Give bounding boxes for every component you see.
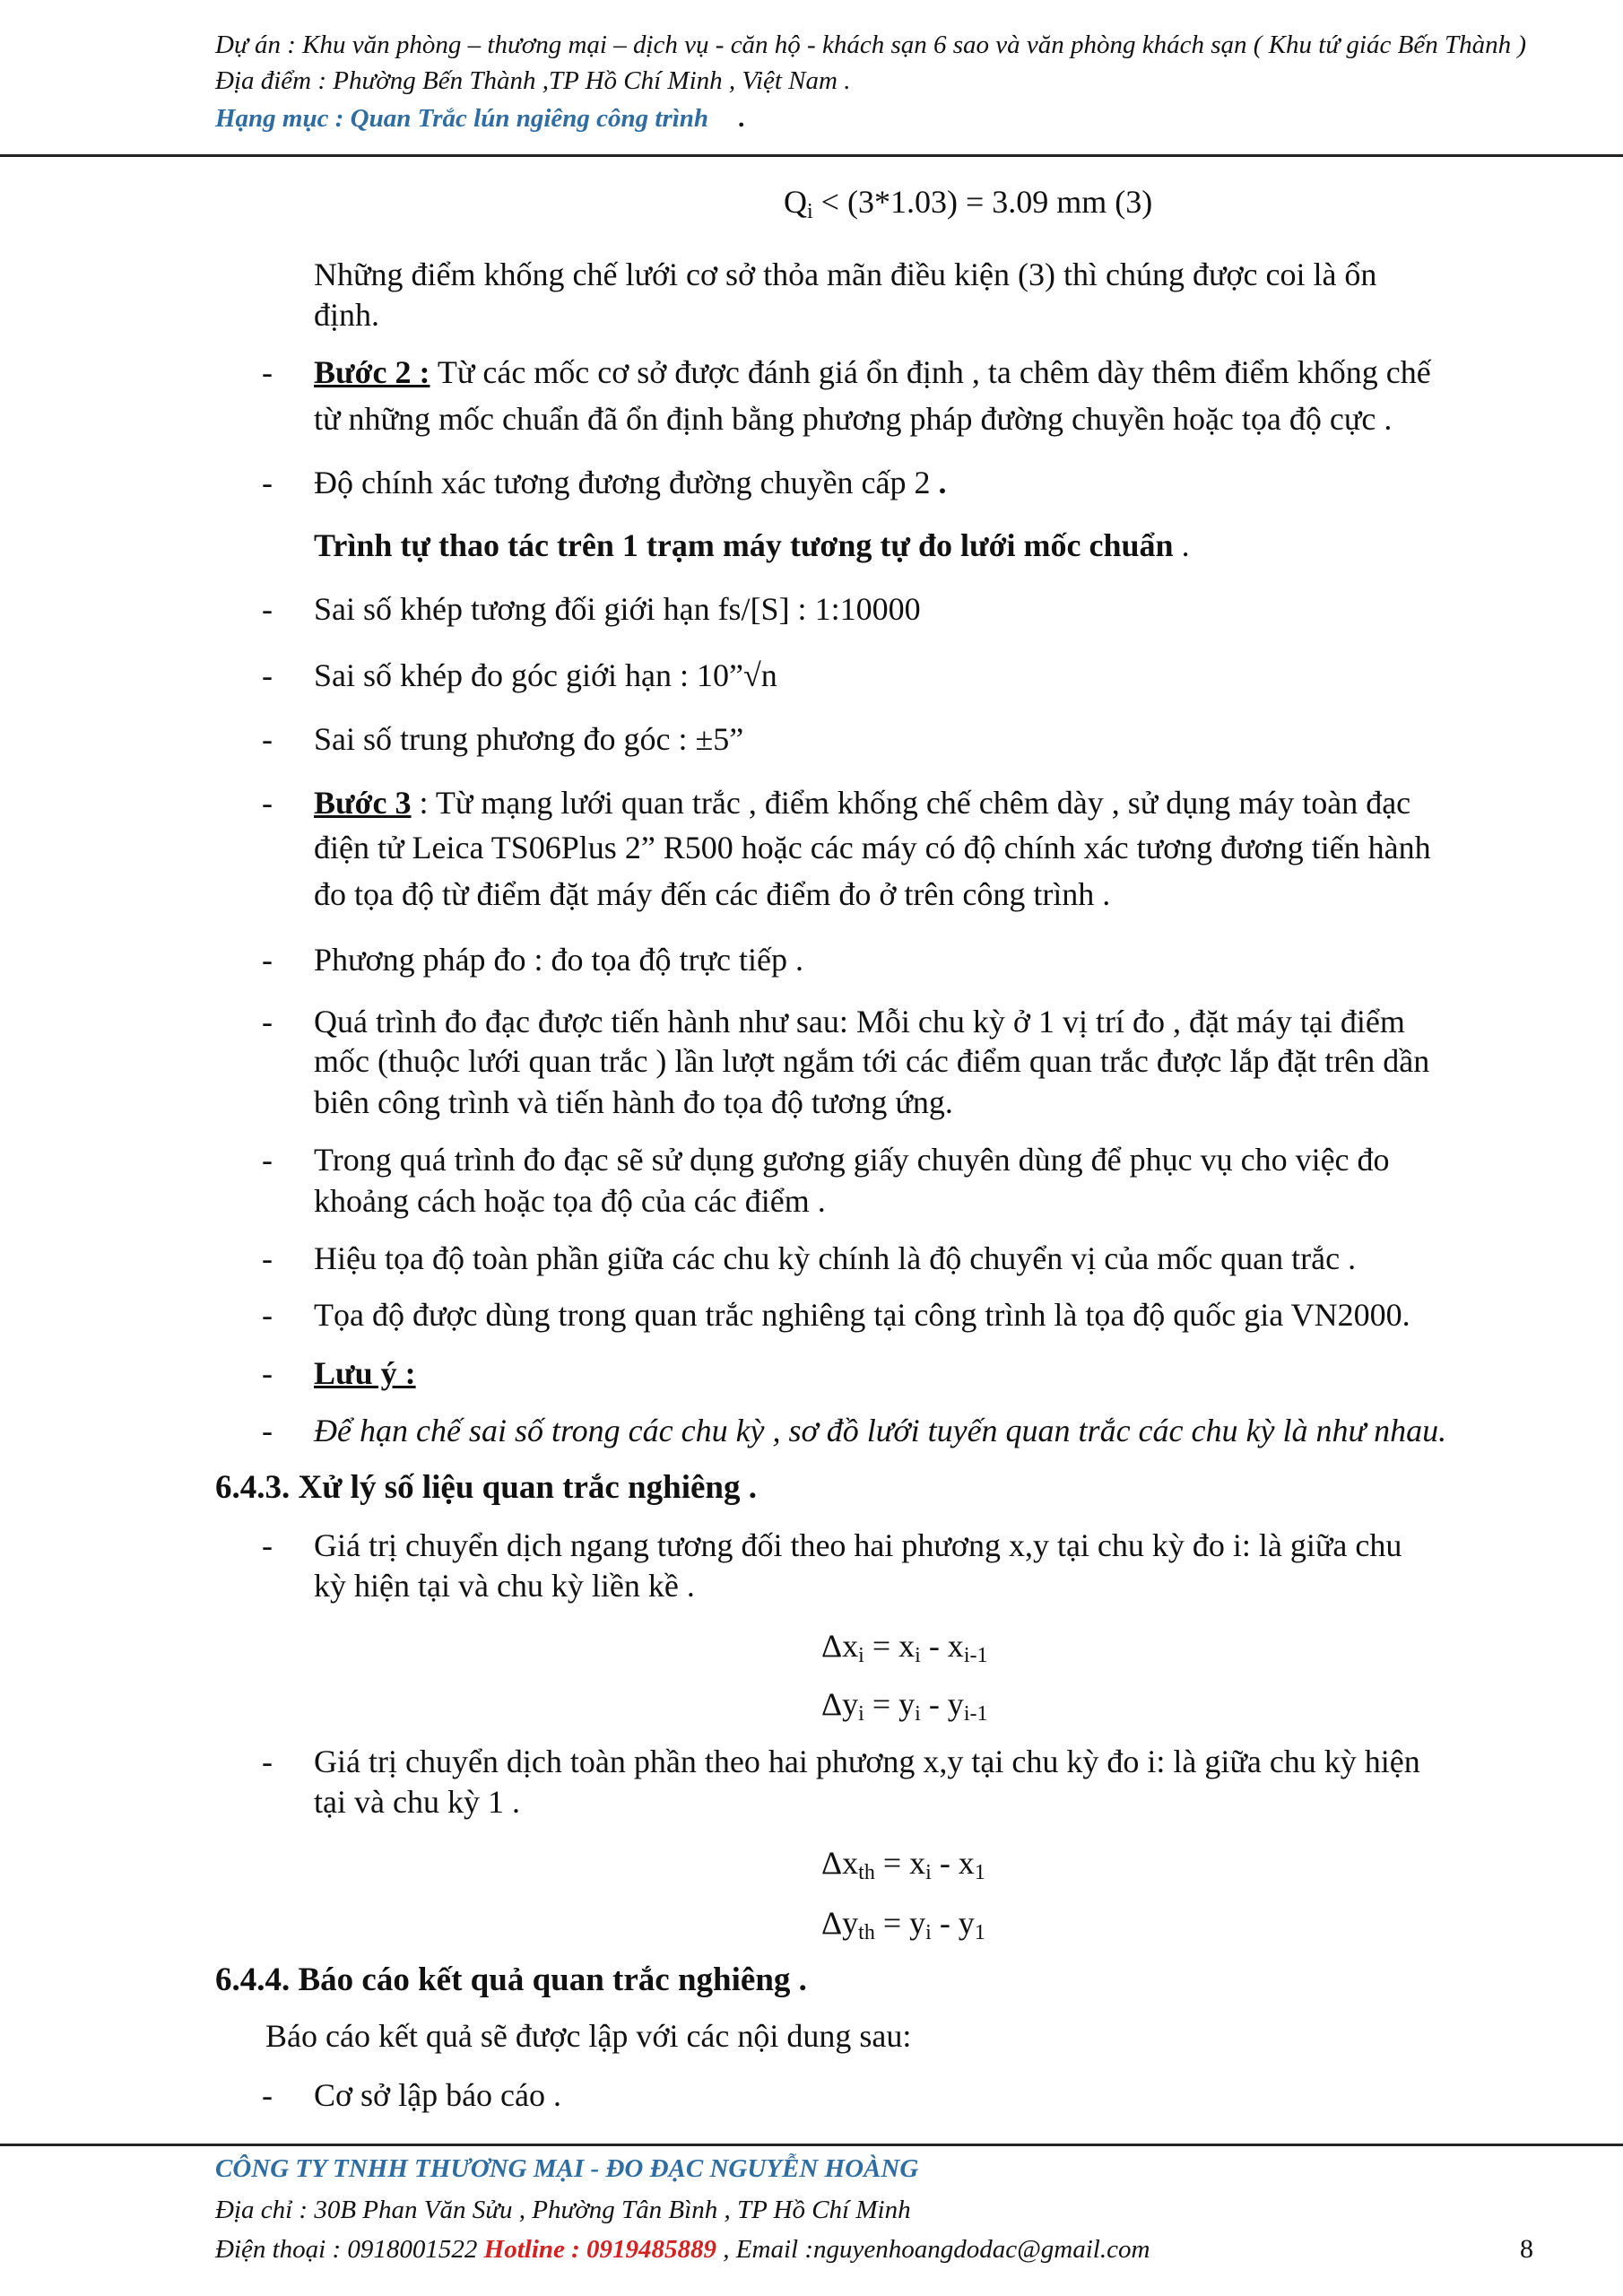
equation-delta-y-total — [821, 1902, 985, 1944]
page-number: 8 — [1520, 2234, 1533, 2264]
equation-delta-y — [821, 1683, 987, 1725]
bullet-dash: - — [262, 1004, 273, 1039]
total-shift-line2: tại và chu kỳ 1 . — [314, 1784, 520, 1820]
relative-shift-line2: kỳ hiện tại và chu kỳ liền kề . — [314, 1568, 695, 1604]
eq-dy-mid-sub: i — [915, 1702, 921, 1726]
header-category-dot: . — [739, 104, 746, 133]
eq-dxth-mid: = x — [874, 1845, 926, 1881]
accuracy-text: Độ chính xác tương đương đường chuyền cấp 2 — [314, 465, 931, 500]
sequence-bold: Trình tự thao tác trên 1 trạm máy tương tự đo lưới mốc chuẩn — [314, 527, 1174, 563]
note-text: Để hạn chế sai số trong các chu kỳ , sơ đồ lưới tuyến quan trắc các chu kỳ là như nhau. — [314, 1413, 1447, 1448]
bullet-dash: - — [262, 1355, 273, 1391]
report-intro: Báo cáo kết quả sẽ được lập với các nội dung sau: — [265, 2018, 912, 2054]
bullet-dash: - — [262, 1527, 273, 1563]
bullet-dash: - — [262, 2077, 273, 2113]
footer-company: CÔNG TY TNHH THƯƠNG MẠI - ĐO ĐẠC NGUYỄN HOÀNG — [215, 2154, 919, 2183]
para1-line1: Những điểm khống chế lưới cơ sở thỏa mãn điều kiện (3) thì chúng được coi là ổn — [314, 257, 1377, 292]
accuracy-line — [314, 462, 947, 503]
eq-dy-lhs-sub: i — [858, 1702, 864, 1726]
eq-dx-rhs-sub: i-1 — [963, 1644, 988, 1667]
footer-address: Địa chỉ : 30B Phan Văn Sửu , Phường Tân Bình , TP Hồ Chí Minh — [215, 2196, 911, 2224]
bullet-dash: - — [262, 1142, 273, 1178]
header-location: Địa điểm : Phường Bến Thành ,TP Hồ Chí Minh , Việt Nam . — [215, 66, 851, 95]
equation-delta-x-total — [821, 1842, 985, 1883]
sequence-line — [314, 525, 1190, 566]
bullet-dash: - — [262, 591, 273, 627]
eq-dxth-lhs: Δx — [821, 1845, 859, 1881]
error-closure-angle: Sai số khép đo góc giới hạn : 10”√n — [314, 657, 777, 693]
step2-label: Bước 2 : — [314, 354, 430, 390]
header-category — [215, 102, 745, 135]
eq-dy-rhs: - y — [920, 1686, 964, 1722]
footer-hotline: Hotline : 0919485889 — [483, 2235, 717, 2264]
eq-dy-mid: = y — [864, 1686, 916, 1722]
eq-dxth-rhs-sub: 1 — [974, 1861, 985, 1884]
header-project: Dự án : Khu văn phòng – thương mại – dịch vụ - căn hộ - khách sạn 6 sao và văn phòng khách sạn ( Khu tứ giác Bến Thành ) — [215, 30, 1526, 59]
process-line3: biên công trình và tiến hành đo tọa độ tương ứng. — [314, 1084, 953, 1120]
measurement-method: Phương pháp đo : đo tọa độ trực tiếp . — [314, 942, 803, 978]
footer-email: , Email :nguyenhoangdodac@gmail.com — [716, 2235, 1150, 2264]
eq-dy-lhs: Δy — [821, 1686, 859, 1722]
sequence-dot: . — [1173, 527, 1190, 563]
step3-line3: đo tọa độ từ điểm đặt máy đến các điểm đo ở trên công trình . — [314, 876, 1111, 912]
eq-dx-rhs: - x — [920, 1628, 964, 1664]
eq-dxth-mid-sub: i — [925, 1861, 932, 1884]
step3-text: : Từ mạng lưới quan trắc , điểm khống chế chêm dày , sử dụng máy toàn đạc — [411, 785, 1411, 821]
eq-dx-mid-sub: i — [915, 1644, 921, 1667]
para1-line2: định. — [314, 297, 380, 333]
bullet-dash: - — [262, 1413, 273, 1448]
mirror-line1: Trong quá trình đo đạc sẽ sử dụng gương giấy chuyên dùng để phục vụ cho việc đo — [314, 1142, 1390, 1178]
section-6-4-3-heading: 6.4.3. Xử lý số liệu quan trắc nghiêng . — [215, 1469, 757, 1506]
footer-rule — [0, 2144, 1623, 2146]
footer-phone: Điện thoại : 0918001522 — [215, 2235, 484, 2264]
header-rule — [0, 154, 1623, 157]
eq-dyth-mid-sub: i — [925, 1921, 932, 1944]
eq-dy-rhs-sub: i-1 — [963, 1702, 988, 1726]
formula-q-sub: i — [807, 200, 813, 223]
bullet-dash: - — [262, 1240, 273, 1276]
accuracy-dot: . — [930, 465, 947, 500]
step3-line2: điện tử Leica TS06Plus 2” R500 hoặc các máy có độ chính xác tương đương tiến hành — [314, 830, 1431, 865]
step3-line1 — [314, 782, 1410, 823]
coordinate-difference: Hiệu tọa độ toàn phần giữa các chu kỳ chính là độ chuyển vị của mốc quan trắc . — [314, 1240, 1357, 1276]
coordinate-system: Tọa độ được dùng trong quan trắc nghiêng tại công trình là tọa độ quốc gia VN2000. — [314, 1297, 1410, 1333]
eq-dyth-mid: = y — [874, 1905, 926, 1941]
step3-label: Bước 3 — [314, 785, 412, 821]
bullet-dash: - — [262, 1297, 273, 1333]
error-closure-relative: Sai số khép tương đối giới hạn fs/[S] : 1:10000 — [314, 591, 921, 627]
section-6-4-4-heading: 6.4.4. Báo cáo kết quả quan trắc nghiêng . — [215, 1961, 807, 1998]
formula-q-symbol: Q — [784, 184, 807, 220]
mirror-line2: khoảng cách hoặc tọa độ của các điểm . — [314, 1183, 826, 1219]
bullet-dash: - — [262, 354, 273, 390]
eq-dx-lhs-sub: i — [858, 1644, 864, 1667]
bullet-dash: - — [262, 1744, 273, 1779]
eq-dx-mid: = x — [864, 1628, 916, 1664]
bullet-dash: - — [262, 721, 273, 757]
eq-dxth-lhs-sub: th — [858, 1861, 875, 1884]
step2-line2: từ những mốc chuẩn đã ổn định bằng phương pháp đường chuyền hoặc tọa độ cực . — [314, 401, 1393, 437]
bullet-dash: - — [262, 942, 273, 978]
eq-dyth-lhs: Δy — [821, 1905, 859, 1941]
note-label: Lưu ý : — [314, 1355, 416, 1391]
formula-q-rest: < (3*1.03) = 3.09 mm (3) — [812, 184, 1153, 220]
report-basis: Cơ sở lập báo cáo . — [314, 2077, 562, 2113]
header-category-text: Hạng mục : Quan Trắc lún ngiêng công trình — [215, 104, 709, 133]
process-line2: mốc (thuộc lưới quan trắc ) lần lượt ngắm tới các điểm quan trắc được lắp đặt trên dần — [314, 1043, 1430, 1079]
bullet-dash: - — [262, 785, 273, 821]
process-line1: Quá trình đo đạc được tiến hành như sau: Mỗi chu kỳ ở 1 vị trí đo , đặt máy tại điểm — [314, 1004, 1405, 1039]
equation-delta-x — [821, 1625, 987, 1666]
eq-dyth-lhs-sub: th — [858, 1921, 875, 1944]
error-mean-square-angle: Sai số trung phương đo góc : ±5” — [314, 721, 744, 757]
eq-dyth-rhs-sub: 1 — [974, 1921, 985, 1944]
step2-text: Từ các mốc cơ sở được đánh giá ổn định , ta chêm dày thêm điểm khống chế — [430, 354, 1431, 390]
bullet-dash: - — [262, 465, 273, 500]
step2-line1 — [314, 352, 1431, 393]
formula-q — [784, 181, 1152, 222]
relative-shift-line1: Giá trị chuyển dịch ngang tương đối theo hai phương x,y tại chu kỳ đo i: là giữa chu — [314, 1527, 1402, 1563]
footer-contact — [215, 2233, 1150, 2266]
bullet-dash: - — [262, 657, 273, 693]
eq-dyth-rhs: - y — [931, 1905, 975, 1941]
eq-dx-lhs: Δx — [821, 1628, 859, 1664]
eq-dxth-rhs: - x — [931, 1845, 975, 1881]
total-shift-line1: Giá trị chuyển dịch toàn phần theo hai phương x,y tại chu kỳ đo i: là giữa chu kỳ hiện — [314, 1744, 1420, 1779]
